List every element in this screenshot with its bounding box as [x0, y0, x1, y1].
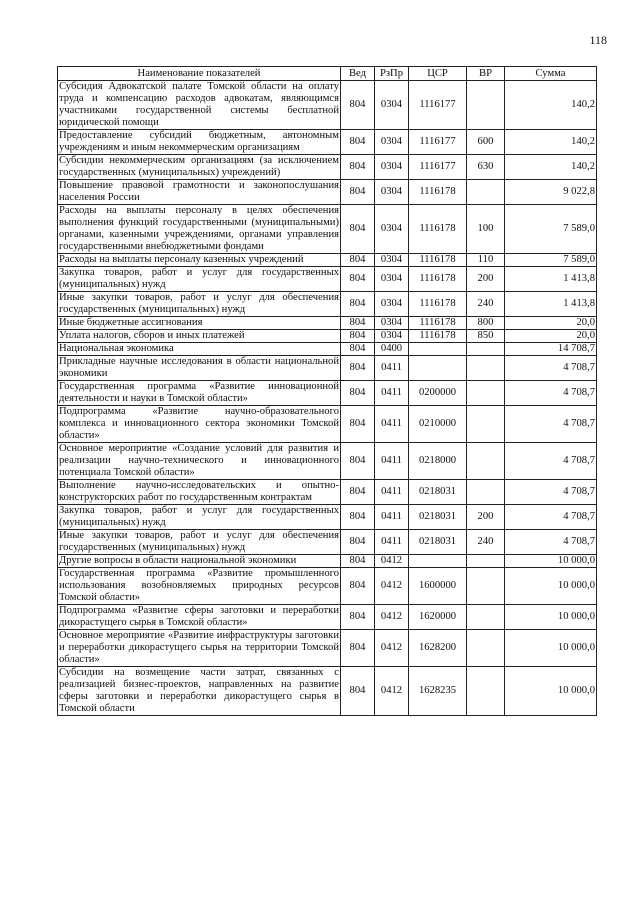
- cell-sum: 10 000,0: [505, 667, 597, 716]
- cell-ved: 804: [341, 667, 375, 716]
- cell-name: Государственная программа «Развитие промышленного использования возобновляемых природных ресурсов Томской области»: [59, 568, 339, 603]
- cell-name: Расходы на выплаты персоналу в целях обеспечения выполнения функций государственными (муниципальными) органами, казенными учреждениями, органами управления государственными внебюджетными фондами: [59, 205, 339, 252]
- cell-name: Национальная экономика: [58, 343, 341, 356]
- cell-sum: 140,2: [505, 130, 597, 155]
- cell-ved: 804: [341, 505, 375, 530]
- table-body: [58, 81, 597, 716]
- cell-ved: 804: [341, 130, 375, 155]
- cell-vr: [467, 667, 505, 716]
- cell-vr: 800: [467, 317, 505, 330]
- cell-vr: 600: [467, 130, 505, 155]
- cell-name: Уплата налогов, сборов и иных платежей: [58, 330, 341, 343]
- cell-ved: 804: [341, 605, 375, 630]
- cell-sum: 4 708,7: [505, 381, 597, 406]
- cell-csr: 1116178: [409, 330, 467, 343]
- cell-csr: 1628235: [409, 667, 467, 716]
- cell-name: Подпрограмма «Развитие научно-образовательного комплекса и инновационного сектора экономики Томской области»: [59, 406, 339, 441]
- cell-rzpr: 0304: [375, 155, 409, 180]
- cell-sum: 1 413,8: [505, 292, 597, 317]
- cell-csr: 1116178: [409, 254, 467, 267]
- cell-ved: 804: [341, 317, 375, 330]
- cell-name: Повышение правовой грамотности и законопослушания населения России: [59, 180, 339, 203]
- table-row: [58, 505, 597, 530]
- header-csr: ЦСР: [409, 67, 467, 81]
- cell-sum: 7 589,0: [505, 205, 597, 254]
- table-row: [58, 381, 597, 406]
- cell-ved: 804: [341, 630, 375, 667]
- cell-vr: 850: [467, 330, 505, 343]
- cell-sum: 4 708,7: [505, 530, 597, 555]
- cell-name: Субсидия Адвокатской палате Томской области на оплату труда и компенсацию расходов адвокатам, являющимся участниками государственной системы бесплатной юридической помощи: [59, 81, 339, 128]
- cell-name: Субсидии некоммерческим организациям (за исключением государственных (муниципальных) учреждений): [59, 155, 339, 178]
- cell-vr: [467, 343, 505, 356]
- cell-rzpr: 0412: [375, 630, 409, 667]
- cell-sum: 10 000,0: [505, 568, 597, 605]
- cell-ved: 804: [341, 480, 375, 505]
- cell-csr: [409, 555, 467, 568]
- cell-csr: 0218000: [409, 443, 467, 480]
- cell-rzpr: 0304: [375, 205, 409, 254]
- cell-ved: 804: [341, 568, 375, 605]
- cell-name: Закупка товаров, работ и услуг для государственных (муниципальных) нужд: [59, 505, 339, 528]
- cell-vr: [467, 555, 505, 568]
- cell-name: Иные закупки товаров, работ и услуг для обеспечения государственных (муниципальных) нужд: [59, 292, 339, 315]
- cell-sum: 4 708,7: [505, 505, 597, 530]
- cell-name: Подпрограмма «Развитие сферы заготовки и переработки дикорастущего сырья в Томской области»: [59, 605, 339, 628]
- table-row: [58, 81, 597, 130]
- cell-ved: 804: [341, 267, 375, 292]
- table-row: [58, 267, 597, 292]
- cell-sum: 10 000,0: [505, 605, 597, 630]
- cell-rzpr: 0304: [375, 330, 409, 343]
- cell-csr: 0210000: [409, 406, 467, 443]
- cell-rzpr: 0304: [375, 254, 409, 267]
- cell-csr: 1116178: [409, 292, 467, 317]
- cell-sum: 140,2: [505, 155, 597, 180]
- cell-rzpr: 0411: [375, 356, 409, 381]
- cell-vr: [467, 480, 505, 505]
- cell-rzpr: 0304: [375, 81, 409, 130]
- cell-rzpr: 0412: [375, 667, 409, 716]
- cell-vr: [467, 81, 505, 130]
- budget-table: [57, 66, 597, 716]
- cell-csr: 1600000: [409, 568, 467, 605]
- cell-sum: 4 708,7: [505, 480, 597, 505]
- cell-name: Расходы на выплаты персоналу казенных учреждений: [58, 254, 341, 267]
- cell-vr: 100: [467, 205, 505, 254]
- header-name: Наименование показателей: [58, 67, 341, 81]
- table-row: [58, 568, 597, 605]
- cell-sum: 4 708,7: [505, 356, 597, 381]
- cell-name: Государственная программа «Развитие инновационной деятельности и науки в Томской области»: [59, 381, 339, 404]
- cell-csr: 0218031: [409, 505, 467, 530]
- table-header-row: [58, 67, 597, 81]
- cell-rzpr: 0412: [375, 555, 409, 568]
- cell-ved: 804: [341, 155, 375, 180]
- table-row: [58, 330, 597, 343]
- table-row: [58, 530, 597, 555]
- cell-sum: 9 022,8: [505, 180, 597, 205]
- cell-rzpr: 0411: [375, 406, 409, 443]
- cell-sum: 140,2: [505, 81, 597, 130]
- cell-vr: 200: [467, 267, 505, 292]
- cell-vr: 110: [467, 254, 505, 267]
- cell-vr: 240: [467, 530, 505, 555]
- cell-sum: 10 000,0: [505, 555, 597, 568]
- cell-csr: 0218031: [409, 530, 467, 555]
- cell-csr: 1116178: [409, 267, 467, 292]
- cell-rzpr: 0411: [375, 530, 409, 555]
- cell-name: Основное мероприятие «Развитие инфраструктуры заготовки и переработки дикорастущего сырья на территории Томской области»: [59, 630, 339, 665]
- cell-name: Основное мероприятие «Создание условий для развития и реализации научно-технического и инновационного потенциала Томской области»: [59, 443, 339, 478]
- cell-rzpr: 0412: [375, 605, 409, 630]
- cell-rzpr: 0411: [375, 505, 409, 530]
- cell-rzpr: 0411: [375, 443, 409, 480]
- cell-csr: [409, 343, 467, 356]
- cell-vr: 240: [467, 292, 505, 317]
- table-row: [58, 254, 597, 267]
- cell-ved: 804: [341, 81, 375, 130]
- cell-csr: 1116177: [409, 130, 467, 155]
- cell-ved: 804: [341, 381, 375, 406]
- header-sum: Сумма: [505, 67, 597, 81]
- cell-ved: 804: [341, 254, 375, 267]
- table-row: [58, 205, 597, 254]
- cell-rzpr: 0304: [375, 292, 409, 317]
- cell-ved: 804: [341, 356, 375, 381]
- cell-csr: 0218031: [409, 480, 467, 505]
- cell-sum: 4 708,7: [505, 443, 597, 480]
- cell-vr: [467, 443, 505, 480]
- cell-rzpr: 0411: [375, 381, 409, 406]
- cell-name: Другие вопросы в области национальной экономики: [58, 555, 341, 568]
- table-row: [58, 443, 597, 480]
- cell-sum: 20,0: [505, 330, 597, 343]
- table-row: [58, 317, 597, 330]
- page-number: 118: [589, 33, 607, 47]
- cell-name: Закупка товаров, работ и услуг для государственных (муниципальных) нужд: [59, 267, 339, 290]
- cell-csr: 1116178: [409, 180, 467, 205]
- cell-vr: [467, 356, 505, 381]
- table-row: [58, 180, 597, 205]
- cell-ved: 804: [341, 406, 375, 443]
- cell-name: Прикладные научные исследования в области национальной экономики: [59, 356, 339, 379]
- cell-vr: [467, 605, 505, 630]
- cell-ved: 804: [341, 555, 375, 568]
- cell-csr: 1620000: [409, 605, 467, 630]
- table-row: [58, 480, 597, 505]
- cell-rzpr: 0304: [375, 130, 409, 155]
- table-row: [58, 406, 597, 443]
- cell-rzpr: 0304: [375, 317, 409, 330]
- cell-vr: [467, 406, 505, 443]
- cell-rzpr: 0411: [375, 480, 409, 505]
- cell-sum: 20,0: [505, 317, 597, 330]
- cell-csr: 1116177: [409, 81, 467, 130]
- cell-rzpr: 0304: [375, 180, 409, 205]
- cell-ved: 804: [341, 443, 375, 480]
- cell-name: Выполнение научно-исследовательских и опытно-конструкторских работ по государственным контрактам: [59, 480, 339, 503]
- header-vr: ВР: [467, 67, 505, 81]
- cell-vr: [467, 630, 505, 667]
- cell-sum: 1 413,8: [505, 267, 597, 292]
- header-rzpr: РзПр: [375, 67, 409, 81]
- cell-rzpr: 0400: [375, 343, 409, 356]
- cell-vr: [467, 381, 505, 406]
- table-row: [58, 292, 597, 317]
- header-ved: Вед: [341, 67, 375, 81]
- cell-name: Предоставление субсидий бюджетным, автономным учреждениям и иным некоммерческим организациям: [59, 130, 339, 153]
- cell-ved: 804: [341, 292, 375, 317]
- cell-csr: 1116177: [409, 155, 467, 180]
- cell-csr: 1116178: [409, 205, 467, 254]
- cell-ved: 804: [341, 343, 375, 356]
- cell-ved: 804: [341, 180, 375, 205]
- table-row: [58, 155, 597, 180]
- cell-vr: 630: [467, 155, 505, 180]
- cell-csr: 0200000: [409, 381, 467, 406]
- cell-csr: 1628200: [409, 630, 467, 667]
- table-row: [58, 356, 597, 381]
- cell-vr: 200: [467, 505, 505, 530]
- table-row: [58, 555, 597, 568]
- table-row: [58, 343, 597, 356]
- cell-name: Иные закупки товаров, работ и услуг для обеспечения государственных (муниципальных) нужд: [59, 530, 339, 553]
- cell-sum: 14 708,7: [505, 343, 597, 356]
- cell-sum: 4 708,7: [505, 406, 597, 443]
- table-row: [58, 667, 597, 716]
- cell-ved: 804: [341, 330, 375, 343]
- cell-name: Иные бюджетные ассигнования: [58, 317, 341, 330]
- cell-name: Субсидии на возмещение части затрат, связанных с реализацией бизнес-проектов, направленных на развитие сферы заготовки и переработки дикорастущего сырья в Томской области: [59, 667, 339, 714]
- cell-csr: [409, 356, 467, 381]
- cell-rzpr: 0412: [375, 568, 409, 605]
- cell-ved: 804: [341, 530, 375, 555]
- table-row: [58, 605, 597, 630]
- cell-vr: [467, 568, 505, 605]
- cell-sum: 7 589,0: [505, 254, 597, 267]
- cell-vr: [467, 180, 505, 205]
- table-row: [58, 130, 597, 155]
- table-row: [58, 630, 597, 667]
- cell-rzpr: 0304: [375, 267, 409, 292]
- cell-csr: 1116178: [409, 317, 467, 330]
- cell-sum: 10 000,0: [505, 630, 597, 667]
- cell-ved: 804: [341, 205, 375, 254]
